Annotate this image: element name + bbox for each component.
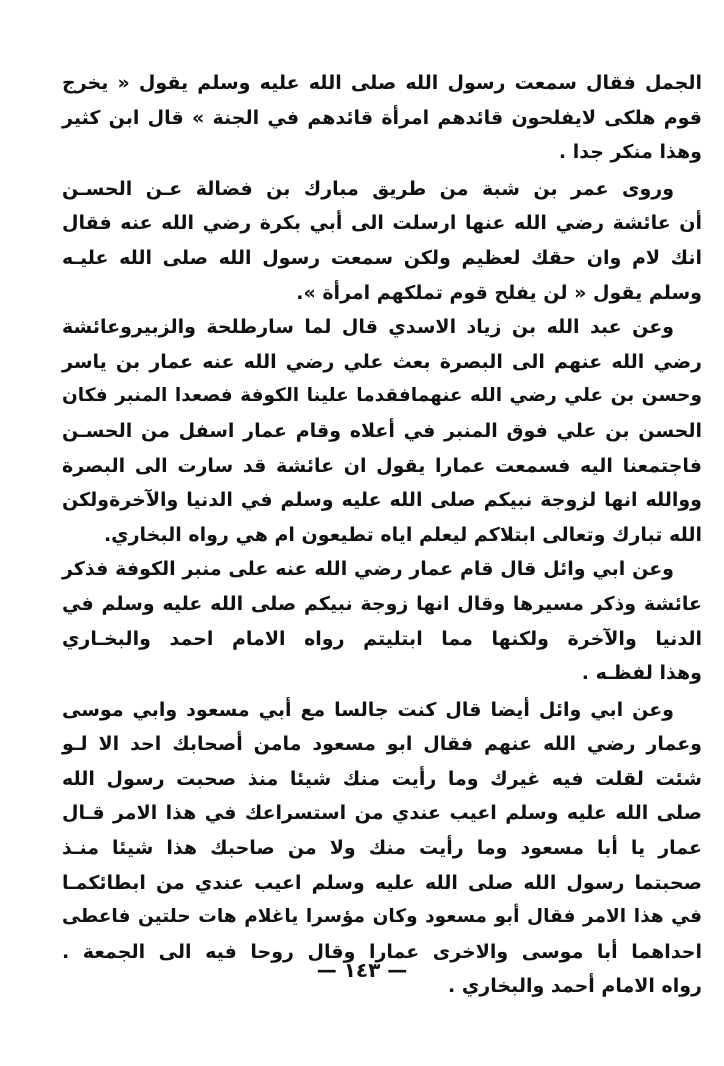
text-line: فاجتمعنا اليه فسمعت عمارا يقول ان عائشة قد سارت الى البصرة <box>62 454 702 477</box>
text-line: الدنيا والآخرة ولكنها مما ابتليتم رواه الامام احمد والبخـاري <box>62 627 702 650</box>
text-line: صلى الله عليه وسلم اعيب عندي من استسراعك في هذا الامر قـال <box>62 802 702 825</box>
text-line: وعن عبد الله بن زياد الاسدي قال لما سارطلحة والزبيروعائشة <box>62 316 674 339</box>
text-line: وهذا لفظـه . <box>581 662 702 685</box>
text-line: وسلم يقول « لن يفلح قوم تملكهم امرأة ». <box>296 281 702 304</box>
text-line: رواه الامام أحمد والبخاري . <box>448 975 702 998</box>
text-line: احداهما أبا موسى والاخرى عمارا وقال روحا فيه الى الجمعة . <box>62 940 702 963</box>
text-line: رضي الله عنهم الى البصرة بعث علي رضي الله عنه عمار بن ياسر <box>62 350 702 373</box>
text-line: في هذا الامر فقال أبو مسعود وكان مؤسرا ياغلام هات حلتين فاعطى <box>62 906 702 928</box>
text-line: الجمل فقال سمعت رسول الله صلى الله عليه وسلم يقول « يخرج <box>62 72 702 94</box>
text-line: انك لام وان حقك لعظيم ولكن سمعت رسول الله صلى الله عليـه <box>62 246 702 269</box>
paragraph <box>62 172 702 310</box>
paragraph <box>62 310 702 552</box>
text-line: أن عائشة رضي الله عنها ارسلت الى أبي بكرة رضي الله عنه فقال <box>62 212 702 235</box>
text-line: الحسن بن علي فوق المنبر في أعلاه وقام عمار اسفل من الحسـن <box>62 419 702 442</box>
text-line: وروى عمر بن شبة من طريق مبارك بن فضالة عـن الحسـن <box>62 177 674 200</box>
text-line: شئت لقلت فيه غيرك وما رأيت منك شيئا منذ صحبت رسول الله <box>62 767 702 790</box>
text-line: ووالله انها لزوجة نبيكم صلى الله عليه وسلم في الدنيا والآخرةولكن <box>62 489 702 512</box>
text-line: وهذا منكر جدا . <box>558 141 702 164</box>
paragraph <box>62 66 702 170</box>
text-line: عائشة وذكر مسيرها وقال انها زوجة نبيكم صلى الله عليه وسلم في <box>62 592 702 615</box>
text-line: وعن ابي وائل قال قام عمار رضي الله عنه على منبر الكوفة فذكر <box>62 558 674 581</box>
page-number: — ١٤٣ — <box>316 958 408 982</box>
text-line: وعن ابي وائل أيضا قال كنت جالسا مع أبي مسعود وابي موسى <box>62 698 674 721</box>
text-line: الله تبارك وتعالى ابتلاكم ليعلم اياه تطيعون ام هي رواه البخاري. <box>103 523 702 546</box>
page-body <box>62 66 702 1004</box>
paragraph <box>62 552 702 690</box>
text-line: عمار يا أبا مسعود وما رأيت منك ولا من صاحبك هذا شيئا منـذ <box>62 837 702 860</box>
text-line: صحبتما رسول الله صلى الله عليه وسلم اعيب عندي من ابطائكمـا <box>62 871 702 894</box>
text-line: وحسن بن علي رضي الله عنهمافقدما علينا الكوفة فصعدا المنبر فكان <box>62 385 702 407</box>
text-line: وعمار رضي الله عنهم فقال ابو مسعود مامن أصحابك احد الا لـو <box>62 733 702 756</box>
text-line: قوم هلكى لايفلحون قائدهم امرأة قائدهم في الجنة » قال ابن كثير <box>62 106 702 129</box>
